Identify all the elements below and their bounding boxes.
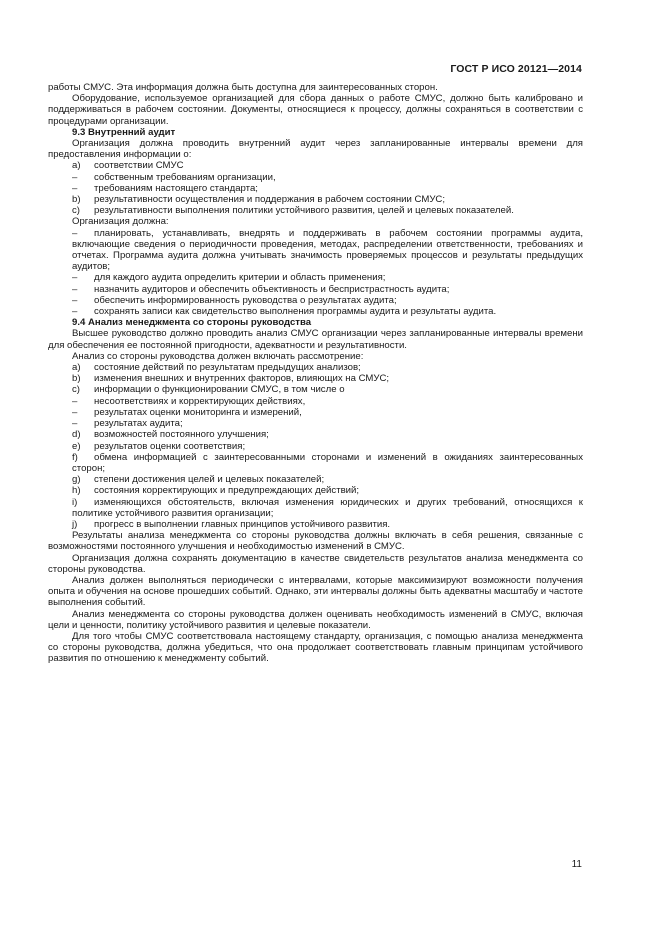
paragraph: Анализ должен выполняться периодически с интервалами, которые максимизируют возможности получения опыта и обучения на основе прошедших событий. Однако, эти интервалы должны быть адекватны масштабу и частоте выполнения событий. [48, 574, 583, 609]
list-item-text: прогресс в выполнении главных принципов устойчивого развития. [94, 518, 391, 530]
list-marker: c) [72, 205, 80, 217]
list-marker: g) [72, 474, 81, 486]
list-marker: – [72, 306, 78, 318]
list-item [72, 497, 583, 519]
list-item [72, 429, 583, 440]
list-marker: b) [72, 373, 81, 385]
list-marker: – [72, 272, 78, 284]
page-number: 11 [571, 859, 582, 870]
list-marker: – [72, 418, 78, 430]
paragraph: Оборудование, используемое организацией для сбора данных о работе СМУС, должно быть калибровано и поддерживаться в рабочем состоянии. Документы, относящиеся к процессу, должны сохраняться в соответствии с процедурами организации. [48, 93, 583, 127]
list-item [72, 474, 583, 485]
list-item [72, 384, 583, 395]
paragraph: Организация должна сохранять документацию в качестве свидетельств результатов анализа менеджмента со стороны руководства. [48, 552, 583, 575]
list-item-text: собственным требованиям организации, [94, 171, 276, 183]
list-item [72, 396, 583, 407]
document-body [48, 82, 583, 665]
list-marker: – [72, 227, 78, 239]
list-item [72, 441, 583, 452]
list-item-text: соответствии СМУС [94, 160, 184, 172]
list-item-text: результатов оценки соответствия; [94, 440, 246, 452]
list-item [72, 418, 583, 429]
list-item-text: требованиям настоящего стандарта; [94, 182, 258, 194]
list-item-text: результатах оценки мониторинга и измерений, [94, 406, 302, 418]
list-item-text: результативности осуществления и поддержания в рабочем состоянии СМУС; [94, 194, 446, 206]
list-item [72, 194, 583, 205]
list-marker: j) [72, 518, 78, 530]
list-item [72, 183, 583, 194]
list-item-text: назначить аудиторов и обеспечить объективность и беспристрастность аудита; [94, 283, 450, 295]
section-heading: 9.3 Внутренний аудит [72, 126, 176, 138]
list-marker: a) [72, 362, 81, 374]
paragraph: Для того чтобы СМУС соответствовала настоящему стандарту, организация, с помощью анализа менеджмента со стороны руководства, должна убедиться, что она продолжает соответствовать главным принципам устойчивого развития по отношению к менеджменту событий. [48, 630, 583, 665]
list-item-text: несоответствиях и корректирующих действиях, [94, 395, 306, 407]
list-item [72, 295, 583, 306]
list-marker: b) [72, 194, 81, 206]
paragraph: работы СМУС. Эта информация должна быть доступна для заинтересованных сторон. [48, 82, 438, 93]
paragraph: Результаты анализа менеджмента со стороны руководства должны включать в себя решения, связанные с возможностями постоянного улучшения и необходимостью изменений в СМУС. [48, 530, 583, 553]
list-item [72, 172, 583, 183]
list-marker: c) [72, 384, 80, 396]
paragraph: Организация должна: [72, 216, 169, 228]
list-marker: – [72, 171, 78, 183]
list-item [72, 373, 583, 384]
list-item [72, 485, 583, 496]
list-marker: f) [72, 451, 78, 463]
list-item [72, 452, 583, 474]
list-item-text: степени достижения целей и целевых показателей; [94, 474, 325, 486]
list-marker: i) [72, 496, 78, 508]
paragraph: Анализ менеджмента со стороны руководства должен оценивать необходимость изменений в СМУС, включая цели и ценности, политику устойчивого развития и целевые показатели. [48, 608, 583, 631]
list-item [72, 407, 583, 418]
paragraph: Организация должна проводить внутренний аудит через запланированные интервалы времени для предоставления информации о: [48, 138, 583, 161]
list-marker: d) [72, 429, 81, 441]
list-item-text: для каждого аудита определить критерии и область применения; [94, 272, 386, 284]
list-item [72, 228, 583, 273]
list-item-text: изменяющихся обстоятельств, включая изменения юридических и других требований, относящихся к политике устойчивого развития организации; [72, 496, 583, 519]
list-item-text: результатах аудита; [94, 418, 183, 430]
section-heading: 9.4 Анализ менеджмента со стороны руководства [72, 317, 312, 329]
list-item [72, 306, 583, 317]
list-marker: – [72, 182, 78, 194]
document-code-header: ГОСТ Р ИСО 20121—2014 [450, 63, 582, 75]
list-marker: a) [72, 160, 81, 172]
list-item-text: результативности выполнения политики устойчивого развития, целей и целевых показателей. [94, 205, 514, 217]
list-item-text: информации о функционировании СМУС, в том числе о [94, 384, 345, 396]
list-marker: – [72, 283, 78, 295]
list-item-text: обмена информацией с заинтересованными сторонами и изменений в ожиданиях заинтересованных сторон; [72, 451, 583, 474]
list-item-text: планировать, устанавливать, внедрять и поддерживать в рабочем состоянии программы аудита, включающие сведения о периодичности проведения, методах, распределении ответственности, требованиях и отчетах. Программа аудита должна учитывать значимость проверяемых процессов и результаты предыдущих аудитов; [72, 227, 583, 273]
list-item [72, 284, 583, 295]
list-marker: e) [72, 440, 81, 452]
paragraph: Высшее руководство должно проводить анализ СМУС организации через запланированные интервалы времени для обеспечения ее постоянной пригодности, адекватности и результативности. [48, 328, 583, 351]
list-item-text: возможностей постоянного улучшения; [94, 429, 269, 441]
list-marker: h) [72, 485, 81, 497]
list-marker: – [72, 395, 78, 407]
list-item [72, 519, 583, 530]
list-item [72, 272, 583, 283]
list-item [72, 205, 583, 216]
list-item [72, 362, 583, 373]
list-marker: – [72, 294, 78, 306]
list-item [72, 160, 583, 171]
list-marker: – [72, 406, 78, 418]
list-item-text: изменения внешних и внутренних факторов, влияющих на СМУС; [94, 373, 390, 385]
paragraph: Анализ со стороны руководства должен включать рассмотрение: [72, 350, 364, 362]
list-item-text: состояния корректирующих и предупреждающих действий; [94, 485, 360, 497]
list-item-text: сохранять записи как свидетельство выполнения программы аудита и результаты аудита. [94, 306, 497, 318]
list-item-text: обеспечить информированность руководства о результатах аудита; [94, 294, 397, 306]
list-item-text: состояние действий по результатам предыдущих анализов; [94, 362, 361, 374]
